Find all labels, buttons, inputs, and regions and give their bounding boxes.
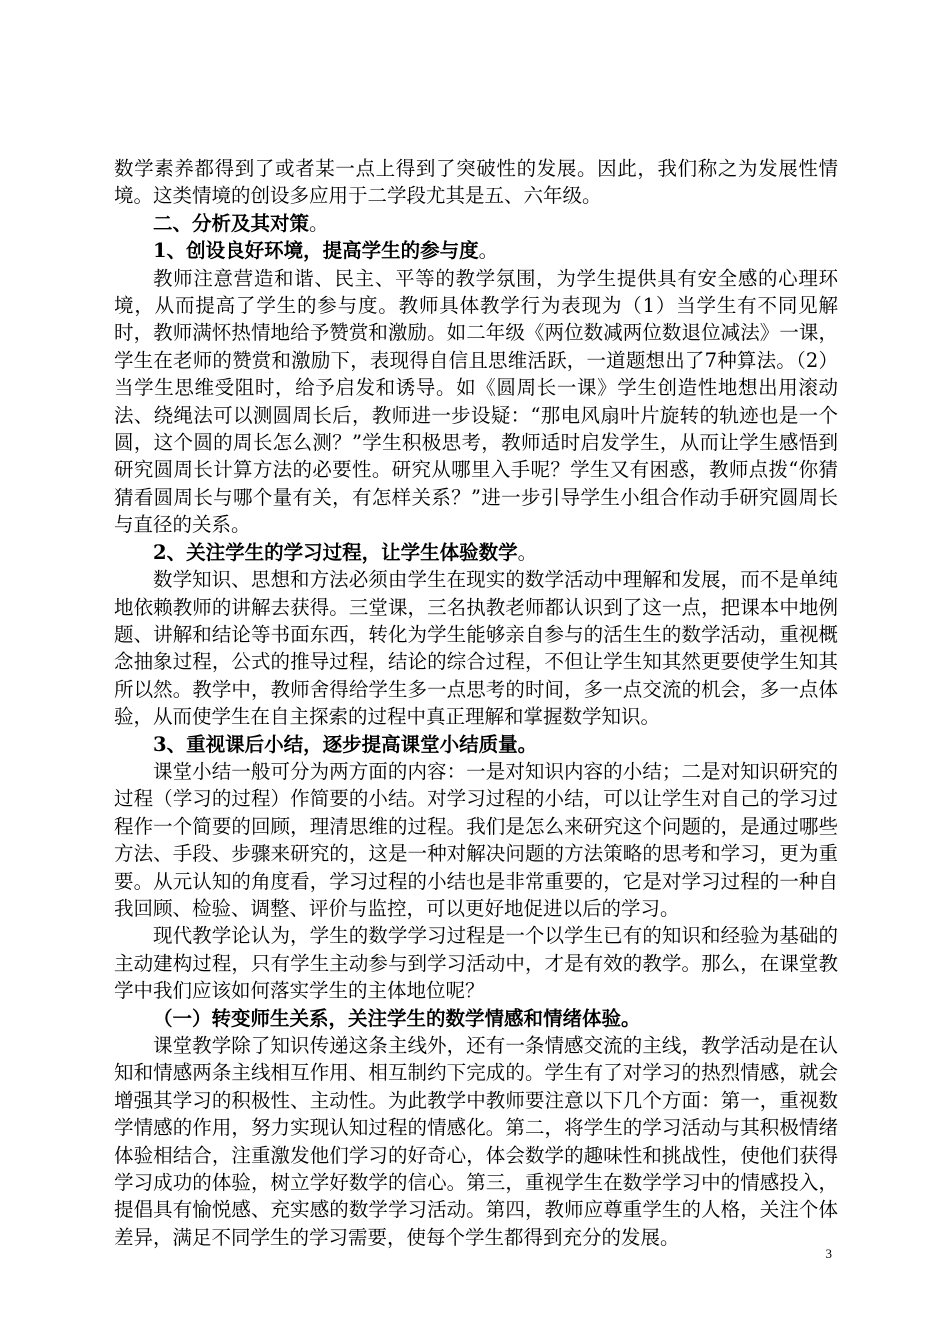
paragraph-environment: 教师注意营造和谐、民主、平等的教学氛围，为学生提供具有安全感的心理环境，从而提高了学生的参与度。教师具体教学行为表现为（1）当学生有不同见解时，教师满怀热情地给予赞赏和激励。如二年级《两位数减两位数退位减法》一课，学生在老师的赞赏和激励下，表现得自信且思维活跃，一道题想出了7种算法。（2）当学生思维受阻时，给予启发和诱导。如《圆周长一课》学生创造性地想出用滚动法、绕绳法可以测圆周长后，教师进一步设疑：“那电风扇叶片旋转的轨迹也是一个圆，这个圆的周长怎么测？”学生积极思考，教师适时启发学生，从而让学生感悟到研究圆周长计算方法的必要性。研究从哪里入手呢？学生又有困惑，教师点拨“你猜猜看圆周长与哪个量有关，有怎样关系？”进一步引导学生小组合作动手研究圆周长与直径的关系。 — [114, 266, 838, 537]
heading-trail: 。 — [478, 239, 499, 263]
heading-text: 3、重视课后小结，逐步提高课堂小结质量。 — [153, 732, 538, 756]
paragraph-intro-continuation: 数学素养都得到了或者某一点上得到了突破性的发展。因此，我们称之为发展性情境。这类情境的创设多应用于二学段尤其是五、六年级。 — [114, 157, 838, 208]
heading-text: 二、分析及其对策 — [153, 211, 310, 235]
heading-text: 2、关注学生的学习过程，让学生体验数学 — [153, 540, 518, 564]
paragraph-learning-process: 数学知识、思想和方法必须由学生在现实的数学活动中理解和发展，而不是单纯地依赖教师的讲解去获得。三堂课，三名执教老师都认识到了这一点，把课本中地例题、讲解和结论等书面东西，转化为学生能够亲自参与的活生生的数学活动，重视概念抽象过程，公式的推导过程，结论的综合过程，不但让学生知其然更要使学生知其所以然。教学中，教师舍得给学生多一点思考的时间，多一点交流的机会，多一点体验，从而使学生在自主探索的过程中真正理解和掌握数学知识。 — [114, 568, 838, 729]
subheading-relationship — [114, 1005, 838, 1032]
heading-text: （一）转变师生关系，关注学生的数学情感和情绪体验。 — [153, 1006, 641, 1030]
subheading-summary — [114, 731, 838, 758]
subheading-environment — [114, 237, 838, 264]
section-heading-analysis — [114, 210, 838, 237]
paragraph-modern-theory: 现代教学论认为，学生的数学学习过程是一个以学生已有的知识和经验为基础的主动建构过程，只有学生主动参与到学习活动中，才是有效的教学。那么，在课堂教学中我们应该如何落实学生的主体地位呢？ — [114, 924, 838, 1003]
document-body — [114, 155, 838, 1251]
paragraph-summary: 课堂小结一般可分为两方面的内容：一是对知识内容的小结；二是对知识研究的过程（学习的过程）作简要的小结。对学习过程的小结，可以让学生对自己的学习过程作一个简要的回顾，理清思维的过程。我们是怎么来研究这个问题的，是通过哪些方法、手段、步骤来研究的，这是一种对解决问题的方法策略的思考和学习，更为重要。从元认知的角度看，学习过程的小结也是非常重要的，它是对学习过程的一种自我回顾、检验、调整、评价与监控，可以更好地促进以后的学习。 — [114, 759, 838, 920]
paragraph-relationship: 课堂教学除了知识传递这条主线外，还有一条情感交流的主线，教学活动是在认知和情感两条主线相互作用、相互制约下完成的。学生有了对学习的热烈情感，就会增强其学习的积极性、主动性。为此教学中教师要注意以下几个方面：第一，重视数学情感的作用，努力实现认知过程的情感化。第二，将学生的学习活动与其积极情绪体验相结合，注重激发他们学习的好奇心，体会数学的趣味性和挑战性，使他们获得学习成功的体验，树立学好数学的信心。第三，重视学生在数学学习中的情感投入，提倡具有愉悦感、充实感的数学学习活动。第四，教师应尊重学生的人格，关注个体差异，满足不同学生的学习需要，使每个学生都得到充分的发展。 — [114, 1034, 838, 1249]
subheading-learning-process — [114, 539, 838, 566]
heading-trail: 。 — [517, 540, 538, 564]
heading-trail: 。 — [309, 211, 329, 235]
page-number: 3 — [825, 1246, 832, 1261]
heading-text: 1、创设良好环境，提高学生的参与度 — [153, 239, 479, 263]
